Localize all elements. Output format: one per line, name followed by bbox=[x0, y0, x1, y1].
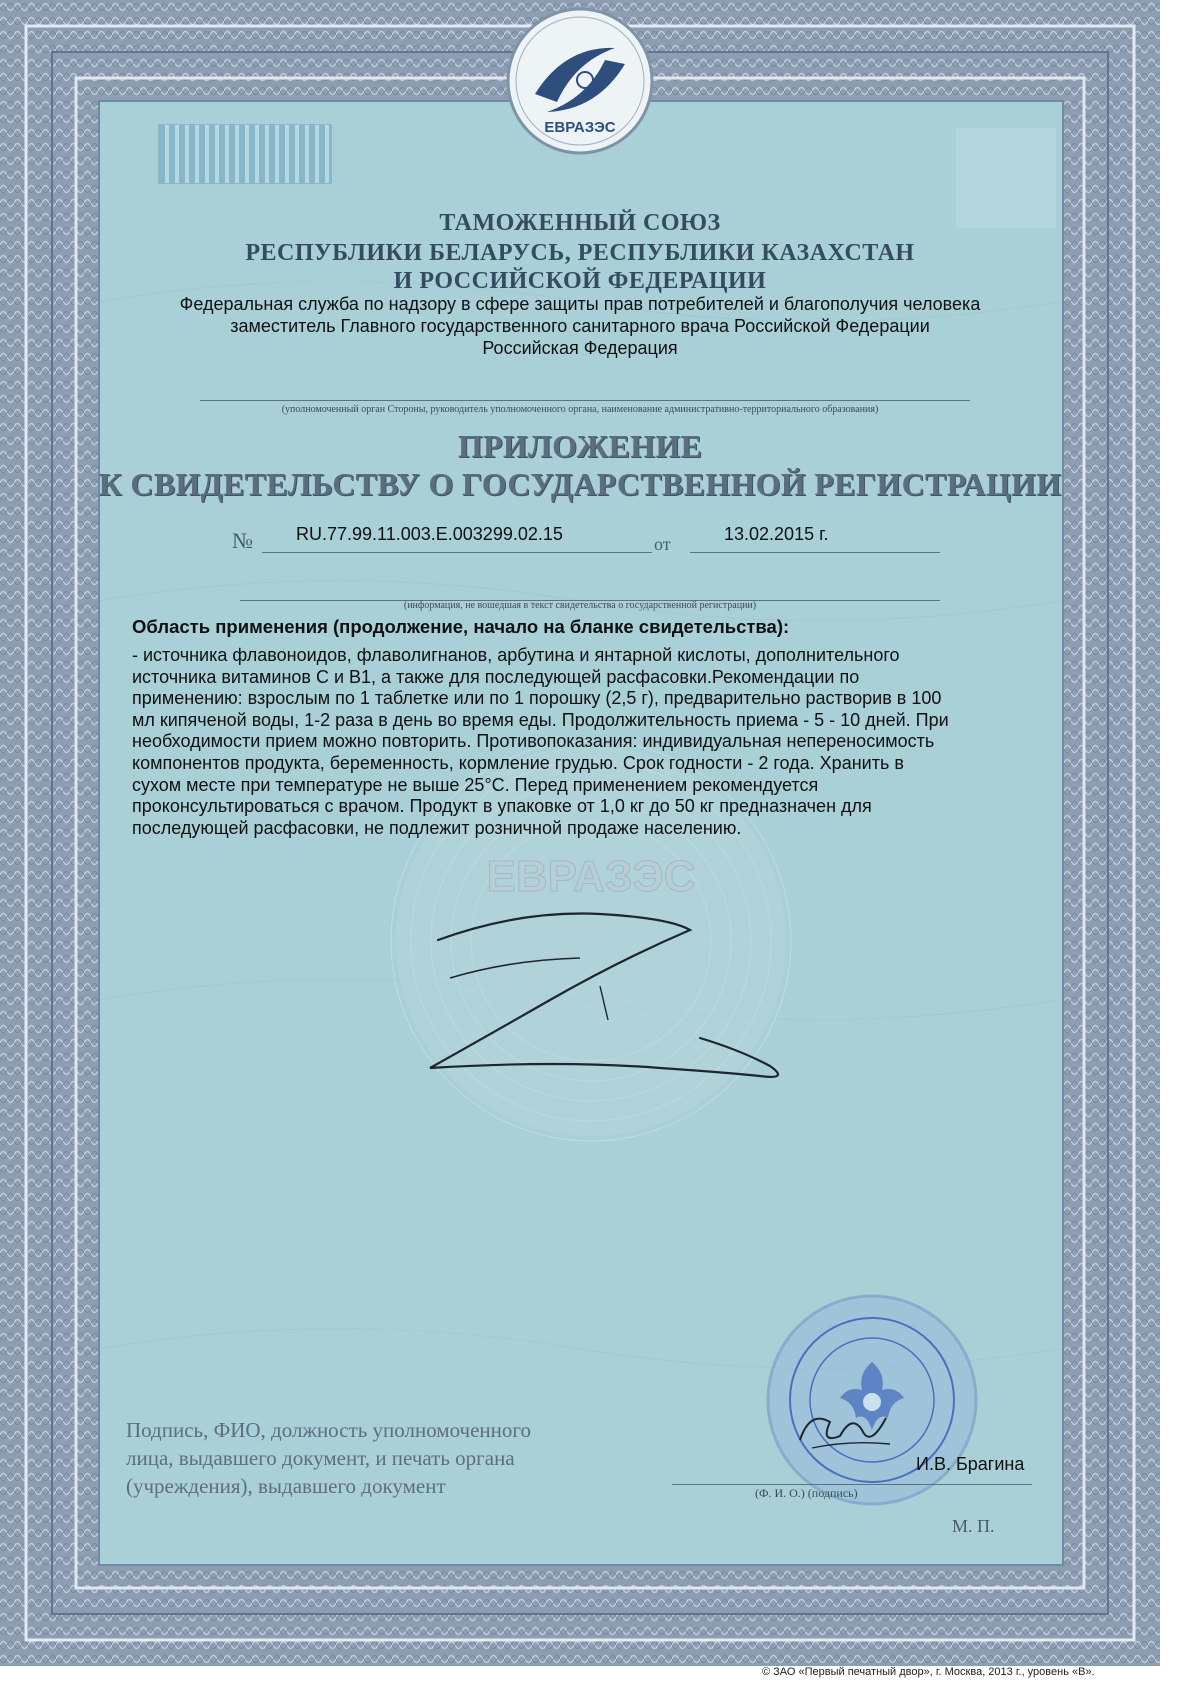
printer-imprint: © ЗАО «Первый печатный двор», г. Москва, 2013 г., уровень «В». bbox=[762, 1666, 1095, 1678]
emblem-label: ЕВРАЗЭС bbox=[544, 119, 616, 136]
scope-line: проконсультироваться с врачом. Продукт в упаковке от 1,0 кг до 50 кг предназначен для bbox=[132, 796, 872, 817]
scope-line: сухом месте при температуре не выше 25°С. Перед применением рекомендуется bbox=[132, 774, 819, 795]
official-signature bbox=[790, 1400, 900, 1460]
scope-title: Область применения (продолжение, начало на бланке свидетельства): bbox=[132, 616, 790, 637]
union-title-line3: И РОССИЙСКОЙ ФЕДЕРАЦИИ bbox=[393, 268, 767, 294]
authority-line1: Федеральная служба по надзору в сфере защиты прав потребителей и благополучия человека bbox=[179, 294, 981, 314]
date-label: от bbox=[654, 534, 671, 554]
registration-date: 13.02.2015 г. bbox=[724, 524, 829, 544]
signature-caption-line3: (учреждения), выдавшего документ bbox=[126, 1474, 446, 1498]
scope-line: необходимости прием можно повторить. Противопоказания: индивидуальная непереносимость bbox=[132, 731, 935, 752]
document-title-line2: К СВИДЕТЕЛЬСТВУ О ГОСУДАРСТВЕННОЙ РЕГИСТРАЦИИ bbox=[98, 466, 1062, 502]
document-title-line1: ПРИЛОЖЕНИЕ bbox=[457, 428, 703, 464]
hologram-strip bbox=[158, 124, 332, 184]
signer-underline bbox=[672, 1484, 1032, 1485]
signer-name: И.В. Брагина bbox=[916, 1454, 1025, 1474]
authority-line2: заместитель Главного государственного санитарного врача Российской Федерации bbox=[230, 316, 930, 336]
authority-line3: Российская Федерация bbox=[482, 338, 678, 358]
eurasec-emblem bbox=[505, 6, 655, 156]
number-label: № bbox=[232, 528, 253, 553]
scope-line: мл кипяченой воды, 1-2 раза в день во время еды. Продолжительность приема - 5 - 10 дней. При bbox=[132, 709, 949, 730]
registration-number: RU.77.99.11.003.E.003299.02.15 bbox=[296, 524, 563, 544]
scope-line: последующей расфасовки, не подлежит розничной продаже населению. bbox=[132, 817, 742, 838]
authority-caption: (уполномоченный орган Стороны, руководитель уполномоченного органа, наименование административно-территориального образования) bbox=[281, 404, 879, 415]
signature-caption-line2: лица, выдавшего документ, и печать органа bbox=[126, 1446, 515, 1470]
z-strike-signature bbox=[360, 900, 860, 1100]
fio-caption: (Ф. И. О.) (подпись) bbox=[755, 1486, 858, 1500]
authority-underline bbox=[200, 400, 970, 401]
scope-line: компонентов продукта, беременность, кормление грудью. Срок годности - 2 года. Хранить в bbox=[132, 752, 904, 773]
scope-line: - источника флавоноидов, флаволигнанов, арбутина и янтарной кислоты, дополнительного bbox=[132, 645, 900, 665]
info-caption: (информация, не вошедшая в текст свидетельства о государственной регистрации) bbox=[403, 600, 757, 611]
number-underline bbox=[262, 552, 652, 553]
signature-caption-line1: Подпись, ФИО, должность уполномоченного bbox=[126, 1418, 531, 1442]
scope-line: применению: взрослым по 1 таблетке или по 1 порошку (2,5 г), предварительно растворив в 100 bbox=[132, 688, 942, 709]
scope-line: источника витаминов С и В1, а также для последующей расфасовки.Рекомендации по bbox=[132, 666, 860, 687]
signature-caption bbox=[126, 1416, 646, 1500]
seal-label: М. П. bbox=[952, 1516, 995, 1536]
union-title-line2: РЕСПУБЛИКИ БЕЛАРУСЬ, РЕСПУБЛИКИ КАЗАХСТАН bbox=[245, 240, 915, 266]
scope-body bbox=[132, 645, 1052, 839]
watermark-label: ЕВРАЗЭС bbox=[486, 852, 696, 901]
union-title-line1: ТАМОЖЕННЫЙ СОЮЗ bbox=[439, 210, 721, 236]
date-underline bbox=[690, 552, 940, 553]
